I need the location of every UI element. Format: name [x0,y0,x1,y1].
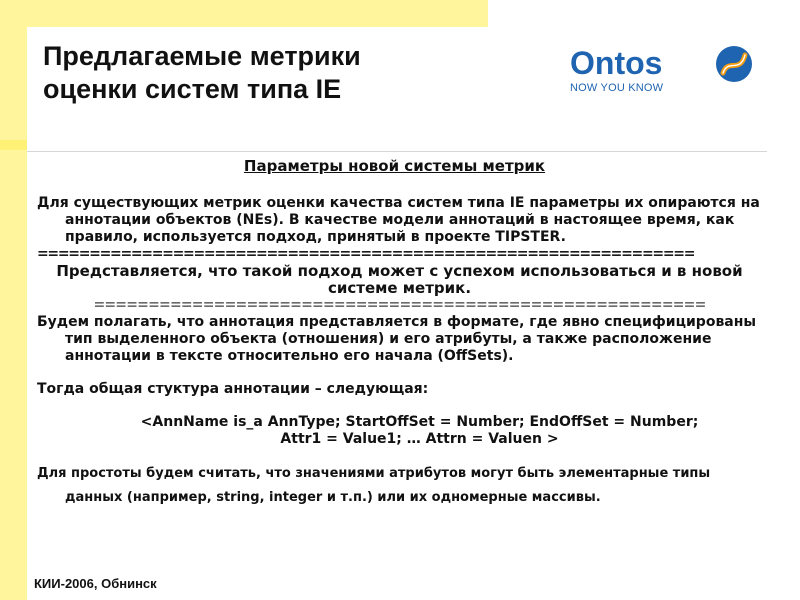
background-yellow-left-bar [0,0,27,600]
separator-2: ======================================================== [93,297,706,313]
section-heading: Параметры новой системы метрик [243,157,546,175]
annotation-formula-line-2: Attr1 = Value1; … Attrn = Valuen > [280,431,559,447]
page-title-line-2: оценки систем типа IE [43,74,342,104]
slide-body [37,158,762,510]
background-yellow-top-bar [27,0,488,27]
separator-1: =============================================================== [37,246,695,262]
paragraph-existing-metrics: Для существующих метрик оценки качества систем типа IE параметры их опираются на аннотации объектов (NEs). В качестве модели аннотаций в настоящее время, как правило, используется подход, принятый в проекте TIPSTER. [37,195,760,245]
paragraph-new-approach: Представляется, что такой подход может с успехом использоваться и в новой системе метрик. [56,262,743,297]
ontos-swirl-icon [714,44,754,84]
title-divider [27,151,767,152]
footer-conference: КИИ-2006, Обнинск [34,576,157,591]
paragraph-annotation-format: Будем полагать, что аннотация представляется в формате, где явно специфицированы тип выделенного объекта (отношения) и его атрибуты, а также расположение аннотации в тексте относительно его начала (OffSets). [37,314,757,364]
page-title-line-1: Предлагаемые метрики [43,41,361,71]
ontos-logo [570,44,760,100]
paragraph-structure-intro: Тогда общая стуктура аннотации – следующая: [37,381,429,397]
logo-wordmark: Ontos [570,45,663,81]
page-title [43,40,483,106]
paragraph-attribute-types: Для простоты будем считать, что значениями атрибутов могут быть элементарные типы данных (например, string, integer и т.п.) или их одномерные массивы. [37,466,711,505]
logo-tagline: NOW YOU KNOW [570,82,664,94]
background-yellow-strip [0,140,27,150]
annotation-formula-line-1: <AnnName is_a AnnType; StartOffSet = Number; EndOffSet = Number; [140,414,699,430]
